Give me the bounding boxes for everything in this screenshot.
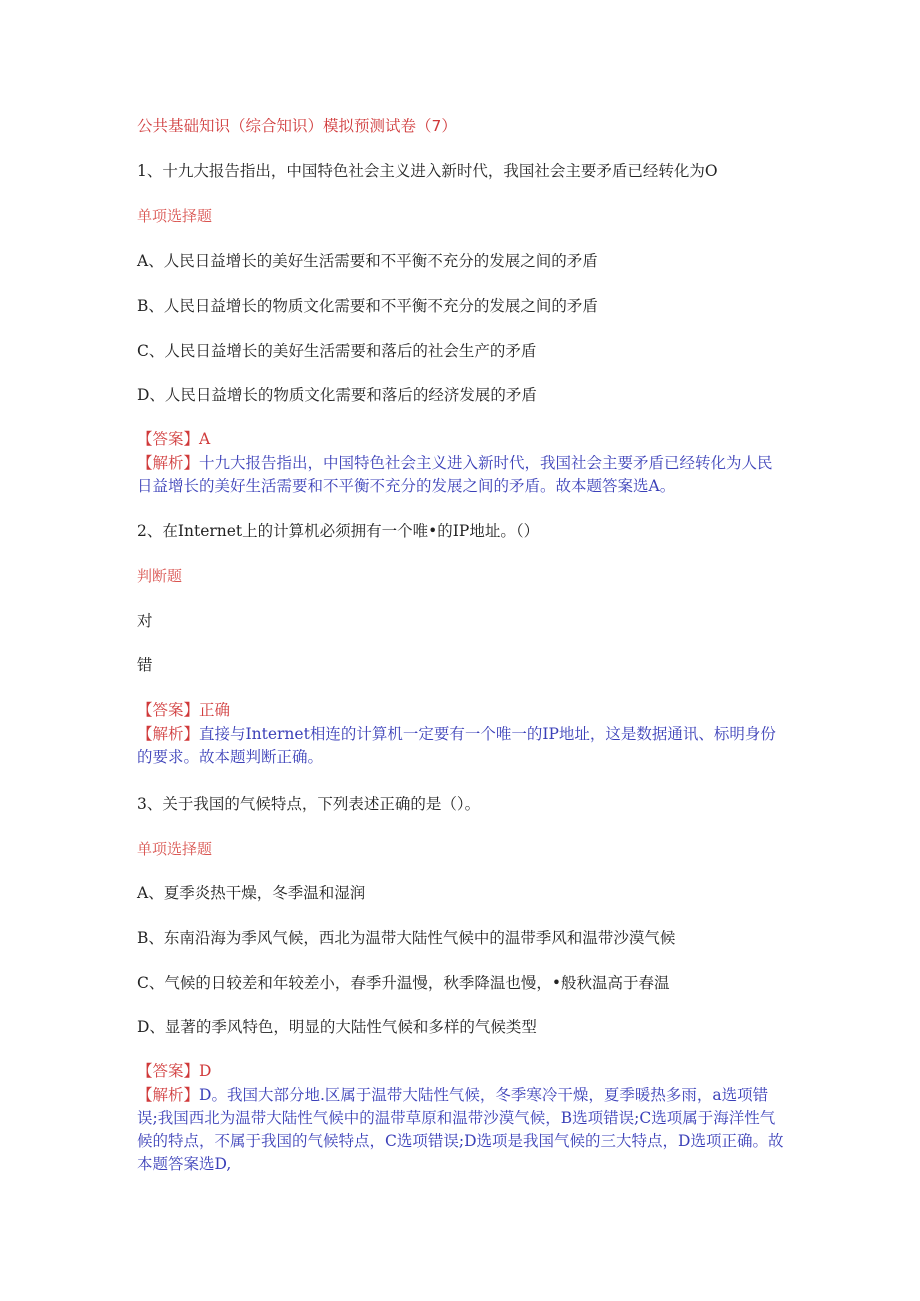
question-3-option-c[interactable]: C、气候的日较差和年较差小，春季升温慢，秋季降温也慢，•般秋温高于春温 (137, 974, 670, 992)
analysis-tag: 【解析】 (137, 1086, 200, 1104)
question-1-option-c[interactable]: C、人民日益增长的美好生活需要和落后的社会生产的矛盾 (137, 342, 537, 360)
question-2-analysis (137, 723, 787, 769)
question-1-answer (137, 428, 210, 450)
question-1-option-d[interactable]: D、人民日益增长的物质文化需要和落后的经济发展的矛盾 (137, 386, 537, 404)
question-1-analysis (137, 452, 787, 498)
question-3-analysis (137, 1084, 787, 1176)
analysis-text: D。我国大部分地.区属于温带大陆性气候，冬季寒冷干燥，夏季暖热多雨，a选项错误;我国西北为温带大陆性气候中的温带草原和温带沙漠气候，B选项错误;C选项属于海洋性气候的特点，不属于我国的气候特点，C选项错误;D选项是我国气候的三大特点，D选项正确。故本题答案选D, (137, 1086, 784, 1173)
question-2-option-false[interactable]: 错 (137, 656, 153, 674)
analysis-tag: 【解析】 (137, 454, 200, 472)
answer-tag: 【答案】 (137, 701, 200, 719)
answer-value: D (199, 1062, 212, 1080)
question-3-option-d[interactable]: D、显著的季风特色，明显的大陆性气候和多样的气候类型 (137, 1018, 537, 1036)
question-2-answer (137, 699, 230, 721)
question-1-stem: 1、十九大报告指出，中国特色社会主义进入新时代，我国社会主要矛盾已经转化为O (137, 162, 718, 180)
question-1-option-b[interactable]: B、人民日益增长的物质文化需要和不平衡不充分的发展之间的矛盾 (137, 297, 598, 315)
analysis-text: 十九大报告指出，中国特色社会主义进入新时代，我国社会主要矛盾已经转化为人民日益增长的美好生活需要和不平衡不充分的发展之间的矛盾。故本题答案选A。 (137, 454, 773, 495)
answer-tag: 【答案】 (137, 430, 200, 448)
question-1-option-a[interactable]: A、人民日益增长的美好生活需要和不平衡不充分的发展之间的矛盾 (137, 252, 598, 270)
analysis-text: 直接与Internet相连的计算机一定要有一个唯一的IP地址，这是数据通讯、标明身份的要求。故本题判断正确。 (137, 725, 776, 766)
question-3-type: 单项选择题 (137, 840, 213, 858)
question-3-option-a[interactable]: A、夏季炎热干燥，冬季温和湿润 (137, 884, 366, 902)
question-3-stem: 3、关于我国的气候特点，下列表述正确的是（）。 (137, 795, 481, 813)
question-2-type: 判断题 (137, 567, 183, 585)
question-2-option-true[interactable]: 对 (137, 612, 153, 630)
page-title: 公共基础知识（综合知识）模拟预测试卷（7） (137, 117, 457, 135)
analysis-tag: 【解析】 (137, 725, 200, 743)
question-3-answer (137, 1060, 211, 1082)
answer-tag: 【答案】 (137, 1062, 200, 1080)
question-1-type: 单项选择题 (137, 207, 213, 225)
answer-value: A (199, 430, 211, 448)
answer-value: 正确 (199, 701, 231, 719)
question-2-stem: 2、在Internet上的计算机必须拥有一个唯•的IP地址。（） (137, 522, 540, 540)
question-3-option-b[interactable]: B、东南沿海为季风气候，西北为温带大陆性气候中的温带季风和温带沙漠气候 (137, 929, 676, 947)
